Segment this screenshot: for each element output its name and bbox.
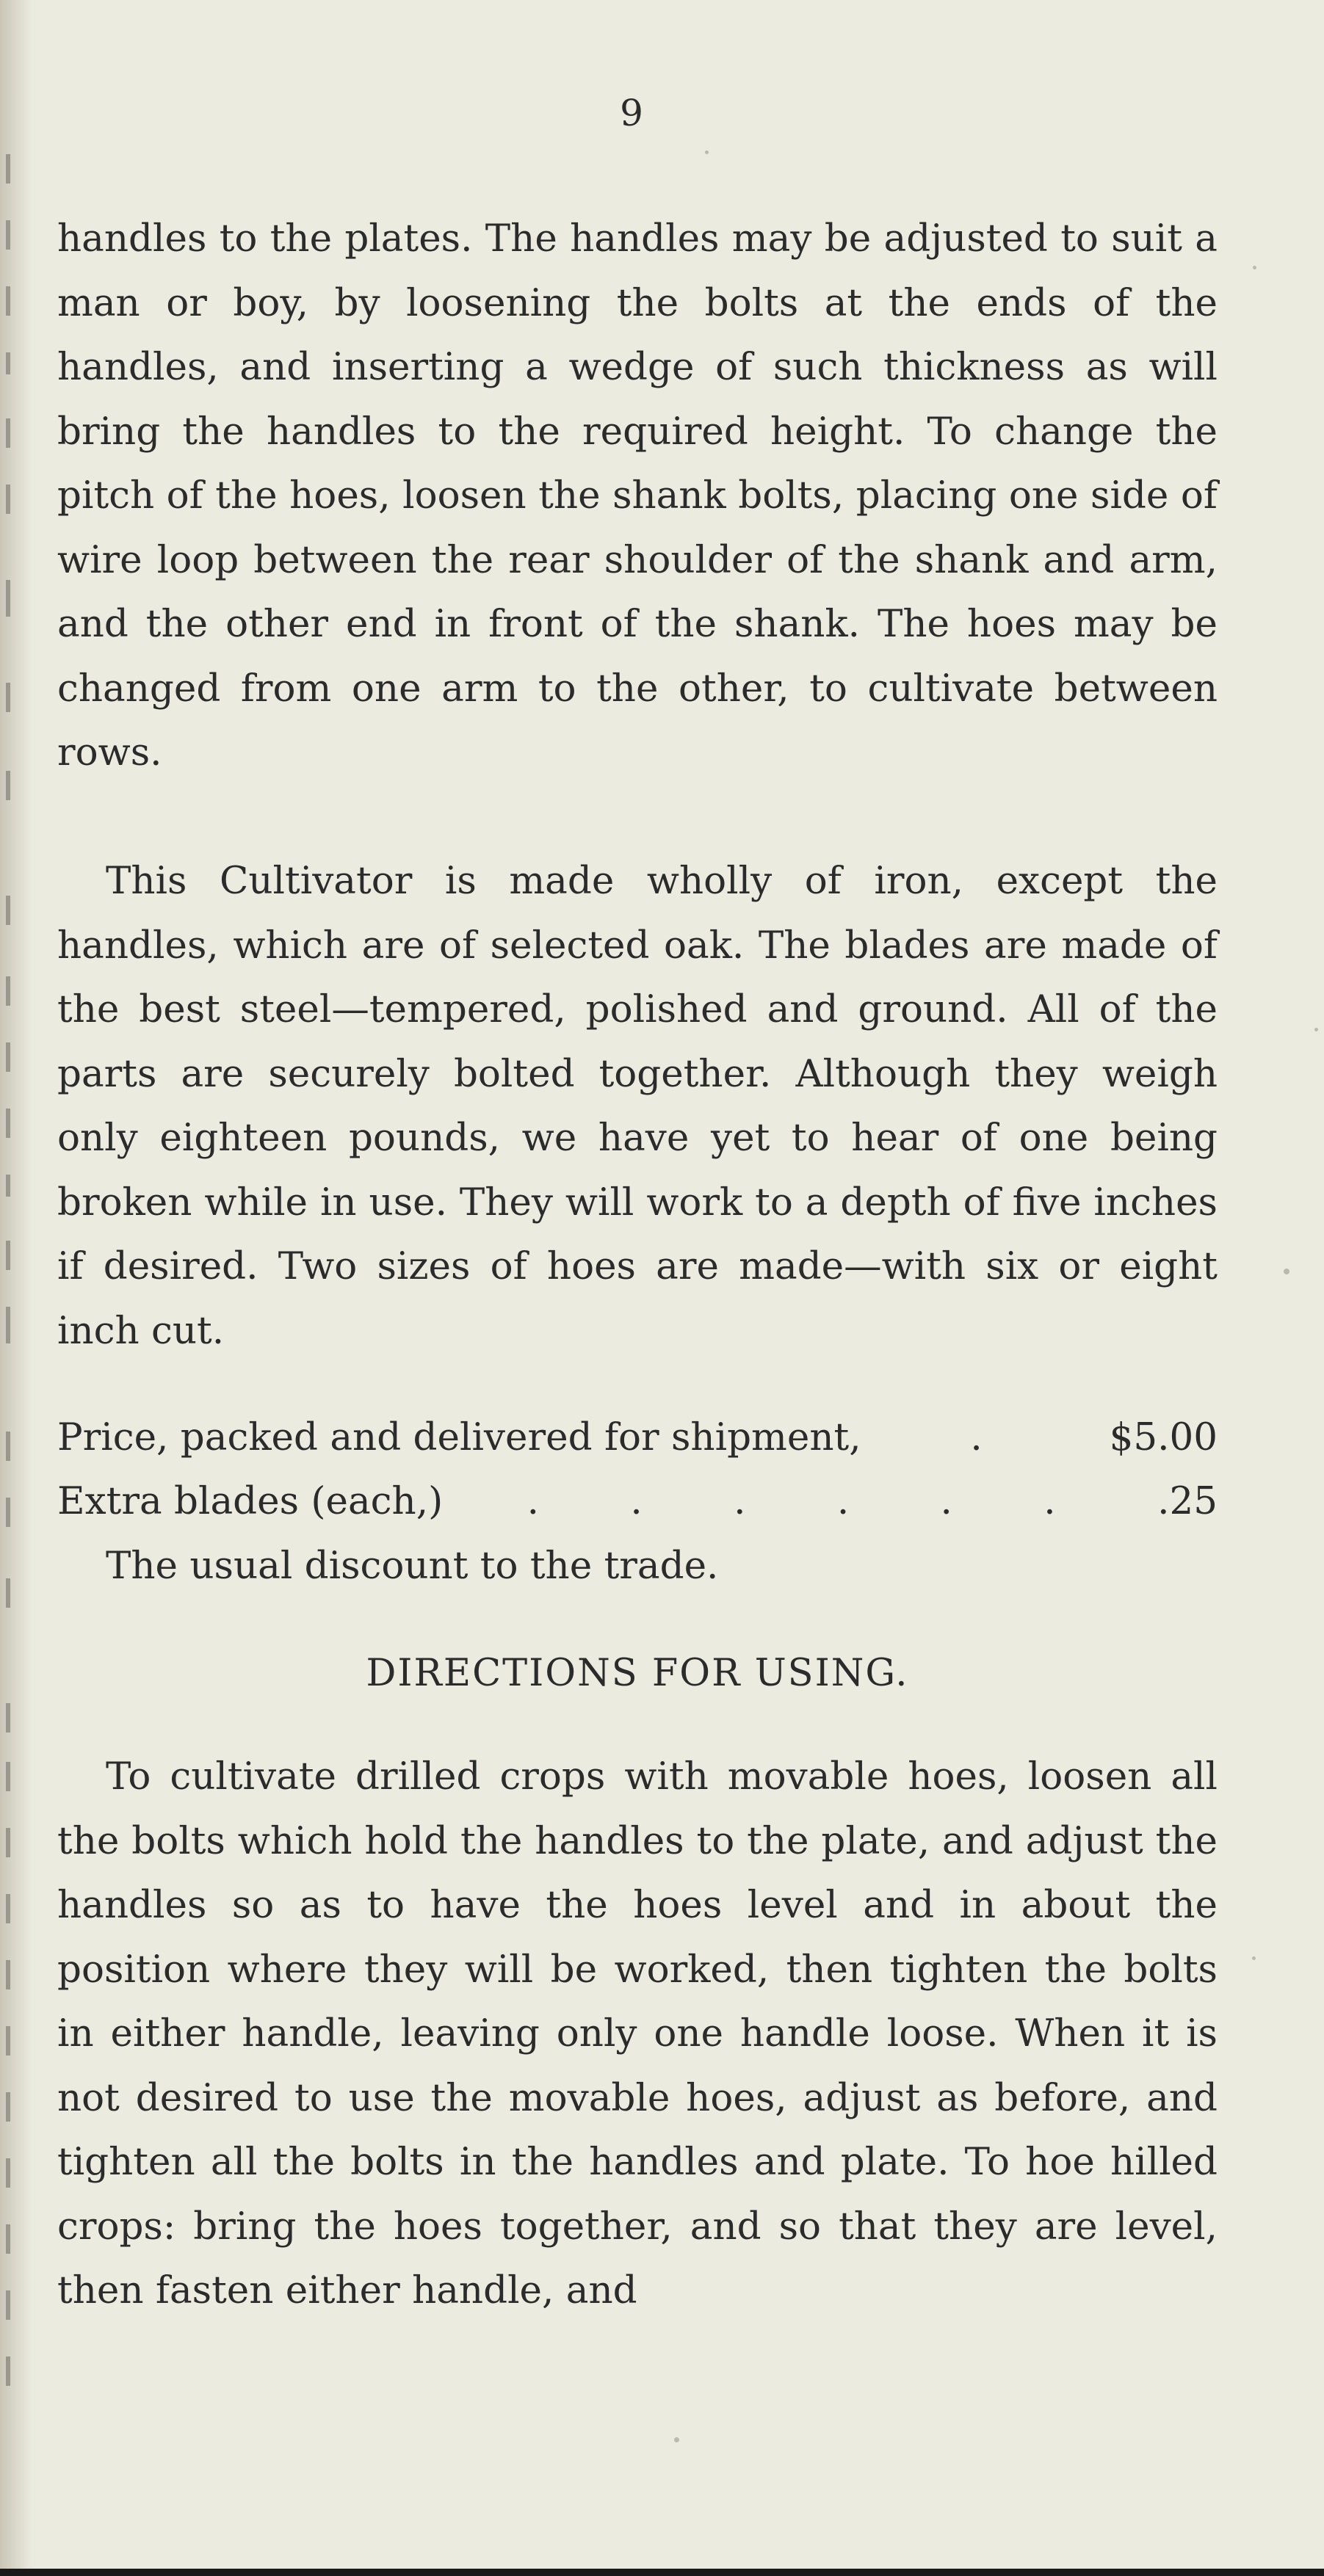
paper-speck bbox=[1252, 1956, 1256, 1960]
paragraph-product-description: This Cultivator is made wholly of iron, except the handles, which are of selected oak. The blades are made of the best steel—tempered, polished and ground. All of the parts are securely bolted together. Although they weigh only eighteen pounds, we have yet to hear of one being broken while in use. They will work to a depth of five inches if desired. Two sizes of hoes are made—with six or eight inch cut. bbox=[57, 859, 1218, 1353]
binding-mark bbox=[6, 1828, 10, 1857]
binding-mark bbox=[6, 1894, 10, 1923]
paragraph-continuation: handles to the plates. The handles may be adjusted to suit a man or boy, by loosening the bolts at the ends of the handles, and inserting a wedge of such thickness as will bring the handles to the required height. To change the pitch of the hoes, loosen the shank bolts, placing one side of wire loop between the rear shoulder of the shank and arm, and the other end in front of the shank. The hoes may be changed from one arm to the other, to cultivate between rows. bbox=[57, 217, 1218, 774]
binding-mark bbox=[6, 1241, 10, 1270]
price-value: $5.00 bbox=[1109, 1415, 1218, 1459]
discount-note: The usual discount to the trade. bbox=[106, 1544, 719, 1588]
price-leader: . bbox=[970, 1415, 1022, 1459]
binding-mark bbox=[6, 352, 10, 374]
binding-mark bbox=[6, 286, 10, 316]
price-row bbox=[57, 1406, 1218, 1470]
binding-mark bbox=[6, 1762, 10, 1791]
binding-mark bbox=[6, 418, 10, 448]
paper-speck bbox=[1253, 266, 1256, 269]
binding-mark bbox=[6, 1498, 10, 1527]
binding-mark bbox=[6, 220, 10, 250]
binding-mark bbox=[6, 2224, 10, 2254]
binding-gutter bbox=[0, 0, 32, 2576]
binding-mark bbox=[6, 1042, 10, 1072]
binding-mark bbox=[6, 1703, 10, 1733]
binding-mark bbox=[6, 2026, 10, 2056]
section-heading: DIRECTIONS FOR USING. bbox=[366, 1652, 909, 1695]
paper-speck bbox=[1284, 1269, 1289, 1274]
page-number: 9 bbox=[620, 92, 643, 134]
price-leader: . . . . . . bbox=[527, 1479, 1096, 1523]
price-label: Extra blades (each,) bbox=[57, 1479, 444, 1523]
price-label: Price, packed and delivered for shipment, bbox=[57, 1415, 861, 1459]
paragraph-directions: To cultivate drilled crops with movable hoes, loosen all the bolts which hold the handles to the plate, and adjust the handles so as to have the hoes level and in about the position where they will be worked, then tighten the bolts in either handle, leaving only one handle loose. When it is not desired to use the movable hoes, adjust as before, and tighten all the bolts in the handles and plate. To hoe hilled crops: bring the hoes together, and so that they are level, then fasten either handle, and bbox=[57, 1755, 1218, 2312]
binding-mark bbox=[6, 1432, 10, 1461]
paper-speck bbox=[1314, 1028, 1318, 1031]
binding-mark bbox=[6, 2357, 10, 2386]
binding-mark bbox=[6, 580, 10, 617]
binding-mark bbox=[6, 1578, 10, 1608]
binding-mark bbox=[6, 1307, 10, 1343]
paper-speck bbox=[674, 2437, 679, 2442]
binding-mark bbox=[6, 896, 10, 925]
binding-mark bbox=[6, 2092, 10, 2122]
binding-mark bbox=[6, 1175, 10, 1197]
binding-mark bbox=[6, 2290, 10, 2320]
binding-mark bbox=[6, 154, 10, 184]
price-row bbox=[57, 1470, 1218, 1534]
binding-mark bbox=[6, 683, 10, 712]
binding-mark bbox=[6, 1109, 10, 1138]
binding-mark bbox=[6, 771, 10, 800]
paper-speck bbox=[705, 150, 709, 154]
binding-mark bbox=[6, 976, 10, 1006]
binding-mark bbox=[6, 485, 10, 514]
price-value: .25 bbox=[1157, 1479, 1218, 1523]
binding-mark bbox=[6, 2158, 10, 2188]
binding-mark bbox=[6, 1960, 10, 1989]
page-bottom-edge bbox=[0, 2569, 1324, 2576]
